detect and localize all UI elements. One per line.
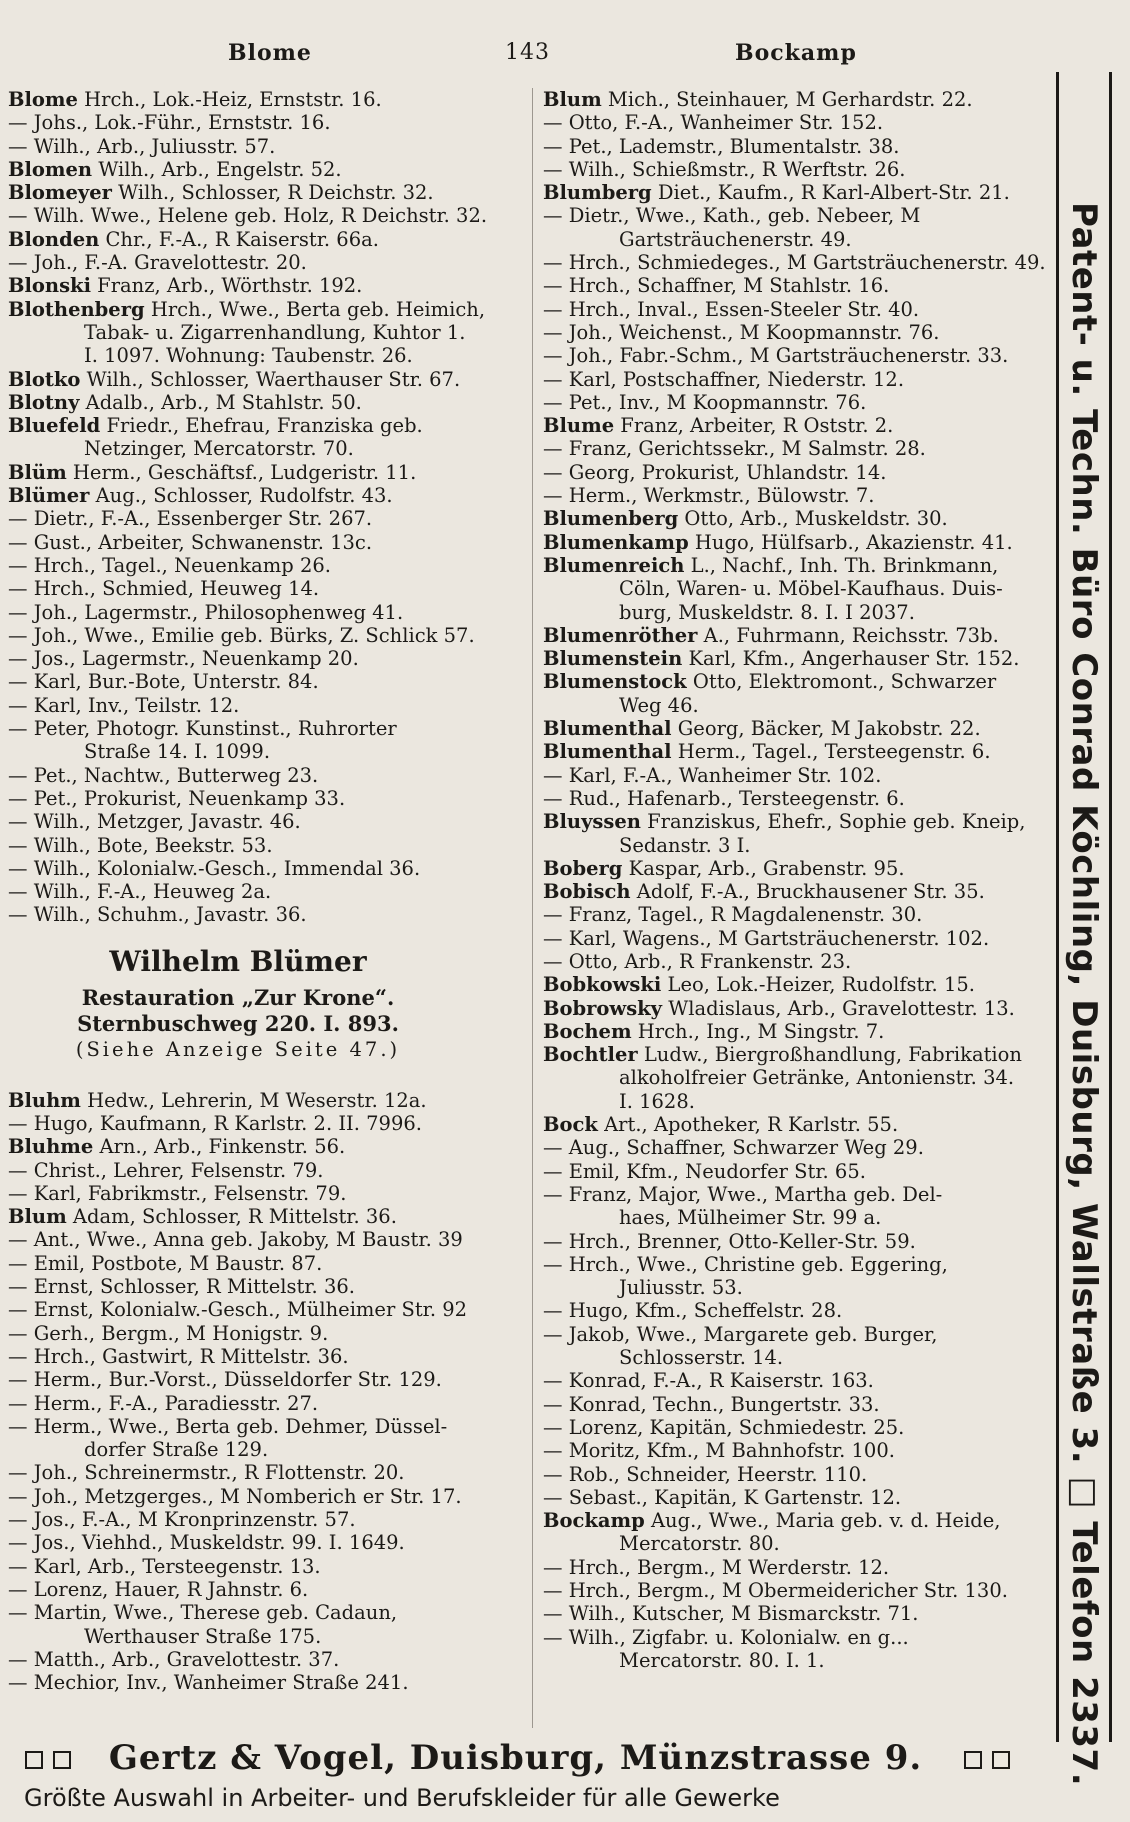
- sidebar-advert: [1048, 72, 1120, 1787]
- directory-entry: — Mechior, Inv., Wanheimer Straße 241.: [8, 1671, 409, 1695]
- directory-entry: — Joh., Schreinermstr., R Flottenstr. 20.: [8, 1461, 405, 1485]
- directory-entry: — Peter, Photogr. Kunstinst., Ruhrorter: [8, 717, 397, 741]
- directory-entry: Sedanstr. 3 I.: [619, 833, 751, 857]
- directory-entry: dorfer Straße 129.: [84, 1438, 269, 1462]
- directory-entry: — Pet., Inv., M Koopmannstr. 76.: [543, 390, 867, 414]
- directory-entry: Bobkowski Leo, Lok.-Heizer, Rudolfstr. 15.: [543, 973, 975, 997]
- directory-entry: Cöln, Waren- u. Möbel-Kaufhaus. Duis-: [619, 577, 1003, 601]
- directory-entry: Bochtler Ludw., Biergroßhandlung, Fabrikation: [543, 1043, 1022, 1067]
- running-head-left: Blome: [228, 40, 312, 66]
- directory-entry: — Joh., Wwe., Emilie geb. Bürks, Z. Schlick 57.: [8, 623, 475, 647]
- directory-entry: — Otto, F.-A., Wanheimer Str. 152.: [543, 111, 884, 135]
- directory-entry: Blumenröther A., Fuhrmann, Reichsstr. 73b.: [543, 623, 999, 647]
- directory-entry: — Hrch., Inval., Essen-Steeler Str. 40.: [543, 297, 920, 321]
- left-column: [8, 88, 528, 1694]
- sidebar-rule: [1056, 72, 1059, 1742]
- directory-entry: Blumberg Diet., Kaufm., R Karl-Albert-Str. 21.: [543, 181, 1010, 205]
- directory-entry: alkoholfreier Getränke, Antonienstr. 34.: [619, 1066, 1015, 1090]
- directory-entry: — Ernst, Kolonialw.-Gesch., Mülheimer Str. 92: [8, 1298, 468, 1322]
- directory-entry: Blume Franz, Arbeiter, R Oststr. 2.: [543, 414, 894, 438]
- directory-entry: — Franz, Gerichtssekr., M Salmstr. 28.: [543, 437, 926, 461]
- footer-advert-text: Gertz & Vogel, Duisburg, Münzstrasse 9.: [108, 1738, 923, 1778]
- directory-entry: — Martin, Wwe., Therese geb. Cadaun,: [8, 1601, 398, 1625]
- directory-entry: Blum Adam, Schlosser, R Mittelstr. 36.: [8, 1205, 397, 1229]
- directory-entry: — Pet., Lademstr., Blumentalstr. 38.: [543, 134, 900, 158]
- advert-line: (Siehe Anzeige Seite 47.): [75, 1037, 401, 1061]
- directory-entry: — Herm., F.-A., Paradiesstr. 27.: [8, 1391, 319, 1415]
- directory-entry: — Jos., F.-A., M Kronprinzenstr. 57.: [8, 1508, 356, 1532]
- directory-entry: — Sebast., Kapitän, K Gartenstr. 12.: [543, 1485, 902, 1509]
- directory-entry: — Hugo, Kaufmann, R Karlstr. 2. II. 7996.: [8, 1111, 422, 1135]
- column-divider: [532, 88, 533, 1728]
- directory-entry: Bobisch Adolf, F.-A., Bruckhausener Str. 35.: [543, 880, 985, 904]
- directory-entry: — Karl, F.-A., Wanheimer Str. 102.: [543, 763, 882, 787]
- directory-entry: — Karl, Arb., Tersteegenstr. 13.: [8, 1554, 321, 1578]
- directory-entry: — Joh., F.-A. Gravelottestr. 20.: [8, 251, 307, 275]
- directory-entry: Bluhme Arn., Arb., Finkenstr. 56.: [8, 1135, 346, 1159]
- directory-entry: — Konrad, F.-A., R Kaiserstr. 163.: [543, 1369, 874, 1393]
- advert-line: Wilhelm Blümer: [109, 944, 367, 978]
- directory-entry: — Aug., Schaffner, Schwarzer Weg 29.: [543, 1136, 924, 1160]
- directory-entry: — Hrch., Schmiedeges., M Gartsträuchenerstr. 49.: [543, 251, 1046, 275]
- directory-entry: — Herm., Wwe., Berta geb. Dehmer, Düssel-: [8, 1414, 448, 1438]
- directory-entry: Blome Hrch., Lok.-Heiz, Ernststr. 16.: [8, 88, 382, 111]
- directory-entry: — Hrch., Schmied, Heuweg 14.: [8, 577, 320, 601]
- directory-entry: Blonski Franz, Arb., Wörthstr. 192.: [8, 274, 363, 298]
- footer-advert-subline: Größte Auswahl in Arbeiter- und Berufskleider für alle Gewerke: [24, 1784, 780, 1812]
- directory-entry: — Joh., Metzgerges., M Nomberich er Str. 17.: [8, 1484, 462, 1508]
- directory-entry: Blumenreich L., Nachf., Inh. Th. Brinkmann,: [543, 553, 999, 577]
- directory-entry: — Emil, Postbote, M Baustr. 87.: [8, 1251, 323, 1275]
- directory-entry: — Gerh., Bergm., M Honigstr. 9.: [8, 1321, 329, 1345]
- right-column: [543, 88, 1046, 1672]
- directory-entry: — Emil, Kfm., Neudorfer Str. 65.: [543, 1159, 866, 1183]
- advert-line: Restauration „Zur Krone“.: [81, 984, 395, 1010]
- directory-entry: Bobrowsky Wladislaus, Arb., Gravelottestr. 13.: [543, 996, 1015, 1020]
- directory-entry: Mercatorstr. 80. I. 1.: [619, 1648, 825, 1672]
- directory-entry: — Christ., Lehrer, Felsenstr. 79.: [8, 1158, 324, 1182]
- directory-entry: — Ant., Wwe., Anna geb. Jakoby, M Baustr. 39: [8, 1228, 463, 1252]
- directory-entry: — Pet., Prokurist, Neuenkamp 33.: [8, 786, 346, 810]
- sidebar-advert-text: Patent- u. Techn. Büro Conrad Köchling, Duisburg, Wallstraße 3. □ Telefon 2337.: [1064, 202, 1104, 1787]
- directory-entry: — Matth., Arb., Gravelottestr. 37.: [8, 1647, 340, 1671]
- directory-entry: — Wilh. Wwe., Helene geb. Holz, R Deichstr. 32.: [8, 204, 488, 228]
- directory-entry: — Karl, Wagens., M Gartsträuchenerstr. 102.: [543, 926, 990, 950]
- directory-entry: — Herm., Werkmstr., Bülowstr. 7.: [543, 484, 875, 508]
- directory-entry: Blumenthal Georg, Bäcker, M Jakobstr. 22.: [543, 717, 981, 741]
- directory-entry: Blotny Adalb., Arb., M Stahlstr. 50.: [8, 390, 362, 414]
- directory-entry: Blonden Chr., F.-A., R Kaiserstr. 66a.: [8, 227, 379, 251]
- directory-entry: — Karl, Postschaffner, Niederstr. 12.: [543, 367, 905, 391]
- directory-entry: Bock Art., Apotheker, R Karlstr. 55.: [543, 1113, 899, 1137]
- directory-entry: — Ernst, Schlosser, R Mittelstr. 36.: [8, 1275, 355, 1299]
- directory-entry: — Konrad, Techn., Bungertstr. 33.: [543, 1392, 880, 1416]
- directory-entry: Tabak- u. Zigarrenhandlung, Kuhtor 1.: [84, 320, 466, 344]
- directory-entry: — Gust., Arbeiter, Schwanenstr. 13c.: [8, 530, 373, 554]
- directory-entry: — Dietr., F.-A., Essenberger Str. 267.: [8, 507, 373, 531]
- directory-entry: — Rud., Hafenarb., Tersteegenstr. 6.: [543, 786, 905, 810]
- directory-entry: Blumenberg Otto, Arb., Muskeldstr. 30.: [543, 507, 948, 531]
- directory-entry: Blümer Aug., Schlosser, Rudolfstr. 43.: [8, 484, 393, 508]
- directory-entry: — Franz, Major, Wwe., Martha geb. Del-: [543, 1182, 943, 1206]
- directory-entry: I. 1097. Wohnung: Taubenstr. 26.: [84, 344, 413, 368]
- directory-entry: — Hrch., Gastwirt, R Mittelstr. 36.: [8, 1344, 349, 1368]
- directory-entry: — Joh., Fabr.-Schm., M Gartsträuchenerstr. 33.: [543, 344, 1009, 368]
- inline-advert: [8, 945, 528, 1063]
- directory-entry: Schlosserstr. 14.: [619, 1346, 784, 1370]
- directory-entry: Bluhm Hedw., Lehrerin, M Weserstr. 12a.: [8, 1088, 427, 1112]
- directory-entry: — Lorenz, Kapitän, Schmiedestr. 25.: [543, 1415, 905, 1439]
- directory-entry: — Joh., Weichenst., M Koopmannstr. 76.: [543, 320, 940, 344]
- directory-entry: — Jakob, Wwe., Margarete geb. Burger,: [543, 1322, 938, 1346]
- directory-entry: Blomen Wilh., Arb., Engelstr. 52.: [8, 157, 342, 181]
- directory-entry: — Wilh., Metzger, Javastr. 46.: [8, 810, 301, 834]
- directory-entry: — Karl, Inv., Teilstr. 12.: [8, 693, 240, 717]
- directory-entry: Blumenkamp Hugo, Hülfsarb., Akazienstr. 41.: [543, 530, 1013, 554]
- directory-entry: Blumenstein Karl, Kfm., Angerhauser Str. 152.: [543, 647, 1020, 671]
- directory-entry: Weg 46.: [619, 693, 699, 717]
- directory-entry: haes, Mülheimer Str. 99 a.: [619, 1206, 882, 1230]
- directory-entry: Blumenstock Otto, Elektromont., Schwarzer: [543, 670, 997, 694]
- directory-entry: Blumenthal Herm., Tagel., Tersteegenstr. 6.: [543, 740, 991, 764]
- directory-entry: — Karl, Fabrikmstr., Felsenstr. 79.: [8, 1181, 347, 1205]
- directory-entry: Juliusstr. 53.: [619, 1276, 743, 1300]
- directory-entry: Blum Mich., Steinhauer, M Gerhardstr. 22.: [543, 88, 973, 111]
- directory-entry: — Dietr., Wwe., Kath., geb. Nebeer, M: [543, 204, 921, 228]
- directory-entry: Gartsträuchenerstr. 49.: [619, 227, 852, 251]
- directory-entry: — Wilh., Arb., Juliusstr. 57.: [8, 134, 276, 158]
- directory-entry: — Moritz, Kfm., M Bahnhofstr. 100.: [543, 1439, 895, 1463]
- directory-entry: — Rob., Schneider, Heerstr. 110.: [543, 1462, 868, 1486]
- directory-entry: Bochem Hrch., Ing., M Singstr. 7.: [543, 1019, 885, 1043]
- sidebar-rule: [1109, 72, 1112, 1742]
- directory-entry: Bluyssen Franziskus, Ehefr., Sophie geb. Kneip,: [543, 810, 1026, 834]
- directory-entry: — Wilh., Zigfabr. u. Kolonialw. en g...: [543, 1625, 909, 1649]
- directory-entry: — Joh., Lagermstr., Philosophenweg 41.: [8, 600, 404, 624]
- directory-entry: — Wilh., Kolonialw.-Gesch., Immendal 36.: [8, 856, 421, 880]
- directory-entry: Boberg Kaspar, Arb., Grabenstr. 95.: [543, 856, 905, 880]
- directory-entry: — Wilh., F.-A., Heuweg 2a.: [8, 880, 272, 904]
- directory-entry: Mercatorstr. 80.: [619, 1532, 780, 1556]
- page-number: 143: [505, 40, 550, 65]
- directory-entry: — Hrch., Bergm., M Obermeidericher Str. 130.: [543, 1579, 1008, 1602]
- directory-entry: Blotko Wilh., Schlosser, Waerthauser Str. 67.: [8, 367, 461, 391]
- directory-entry: — Franz, Tagel., R Magdalenenstr. 30.: [543, 903, 923, 927]
- advert-line: Sternbuschweg 220. I. 893.: [77, 1010, 399, 1036]
- directory-entry: Straße 14. I. 1099.: [84, 740, 271, 764]
- running-head-right: Bockamp: [735, 40, 857, 66]
- directory-entry: — Otto, Arb., R Frankenstr. 23.: [543, 949, 852, 973]
- directory-entry: — Lorenz, Hauer, R Jahnstr. 6.: [8, 1577, 309, 1601]
- directory-entry: — Jos., Viehhd., Muskeldstr. 99. I. 1649.: [8, 1531, 405, 1555]
- directory-entry: burg, Muskeldstr. 8. I. I 2037.: [619, 600, 915, 624]
- directory-entry: Werthauser Straße 175.: [84, 1624, 322, 1648]
- directory-entry: — Hrch., Schaffner, M Stahlstr. 16.: [543, 274, 890, 298]
- directory-entry: — Georg, Prokurist, Uhlandstr. 14.: [543, 460, 887, 484]
- directory-entry: I. 1628.: [619, 1089, 695, 1113]
- directory-entry: — Johs., Lok.-Führ., Ernststr. 16.: [8, 111, 331, 135]
- directory-entry: — Karl, Bur.-Bote, Unterstr. 84.: [8, 670, 319, 694]
- directory-entry: — Hrch., Bergm., M Werderstr. 12.: [543, 1555, 890, 1579]
- directory-entry: — Wilh., Bote, Beekstr. 53.: [8, 833, 273, 857]
- directory-entry: — Hrch., Wwe., Christine geb. Eggering,: [543, 1252, 948, 1276]
- directory-entry: Blomeyer Wilh., Schlosser, R Deichstr. 32.: [8, 181, 434, 205]
- directory-entry: Blüm Herm., Geschäftsf., Ludgeristr. 11.: [8, 460, 417, 484]
- directory-entry: — Hrch., Tagel., Neuenkamp 26.: [8, 553, 331, 577]
- directory-entry: — Herm., Bur.-Vorst., Düsseldorfer Str. 129.: [8, 1368, 442, 1392]
- directory-entry: — Wilh., Schuhm., Javastr. 36.: [8, 903, 307, 927]
- directory-entry: Blothenberg Hrch., Wwe., Berta geb. Heimich,: [8, 297, 486, 321]
- directory-entry: — Wilh., Schießmstr., R Werftstr. 26.: [543, 157, 906, 181]
- directory-entry: — Jos., Lagermstr., Neuenkamp 20.: [8, 647, 359, 671]
- directory-entry: — Hugo, Kfm., Scheffelstr. 28.: [543, 1299, 843, 1323]
- directory-entry: — Hrch., Brenner, Otto-Keller-Str. 59.: [543, 1229, 916, 1253]
- directory-entry: — Wilh., Kutscher, M Bismarckstr. 71.: [543, 1602, 919, 1626]
- directory-entry: — Pet., Nachtw., Butterweg 23.: [8, 763, 319, 787]
- directory-entry: Netzinger, Mercatorstr. 70.: [84, 437, 354, 461]
- directory-entry: Bockamp Aug., Wwe., Maria geb. v. d. Heide,: [543, 1509, 1001, 1533]
- directory-entry: Bluefeld Friedr., Ehefrau, Franziska geb.: [8, 414, 423, 438]
- footer-advert: [20, 1738, 1110, 1784]
